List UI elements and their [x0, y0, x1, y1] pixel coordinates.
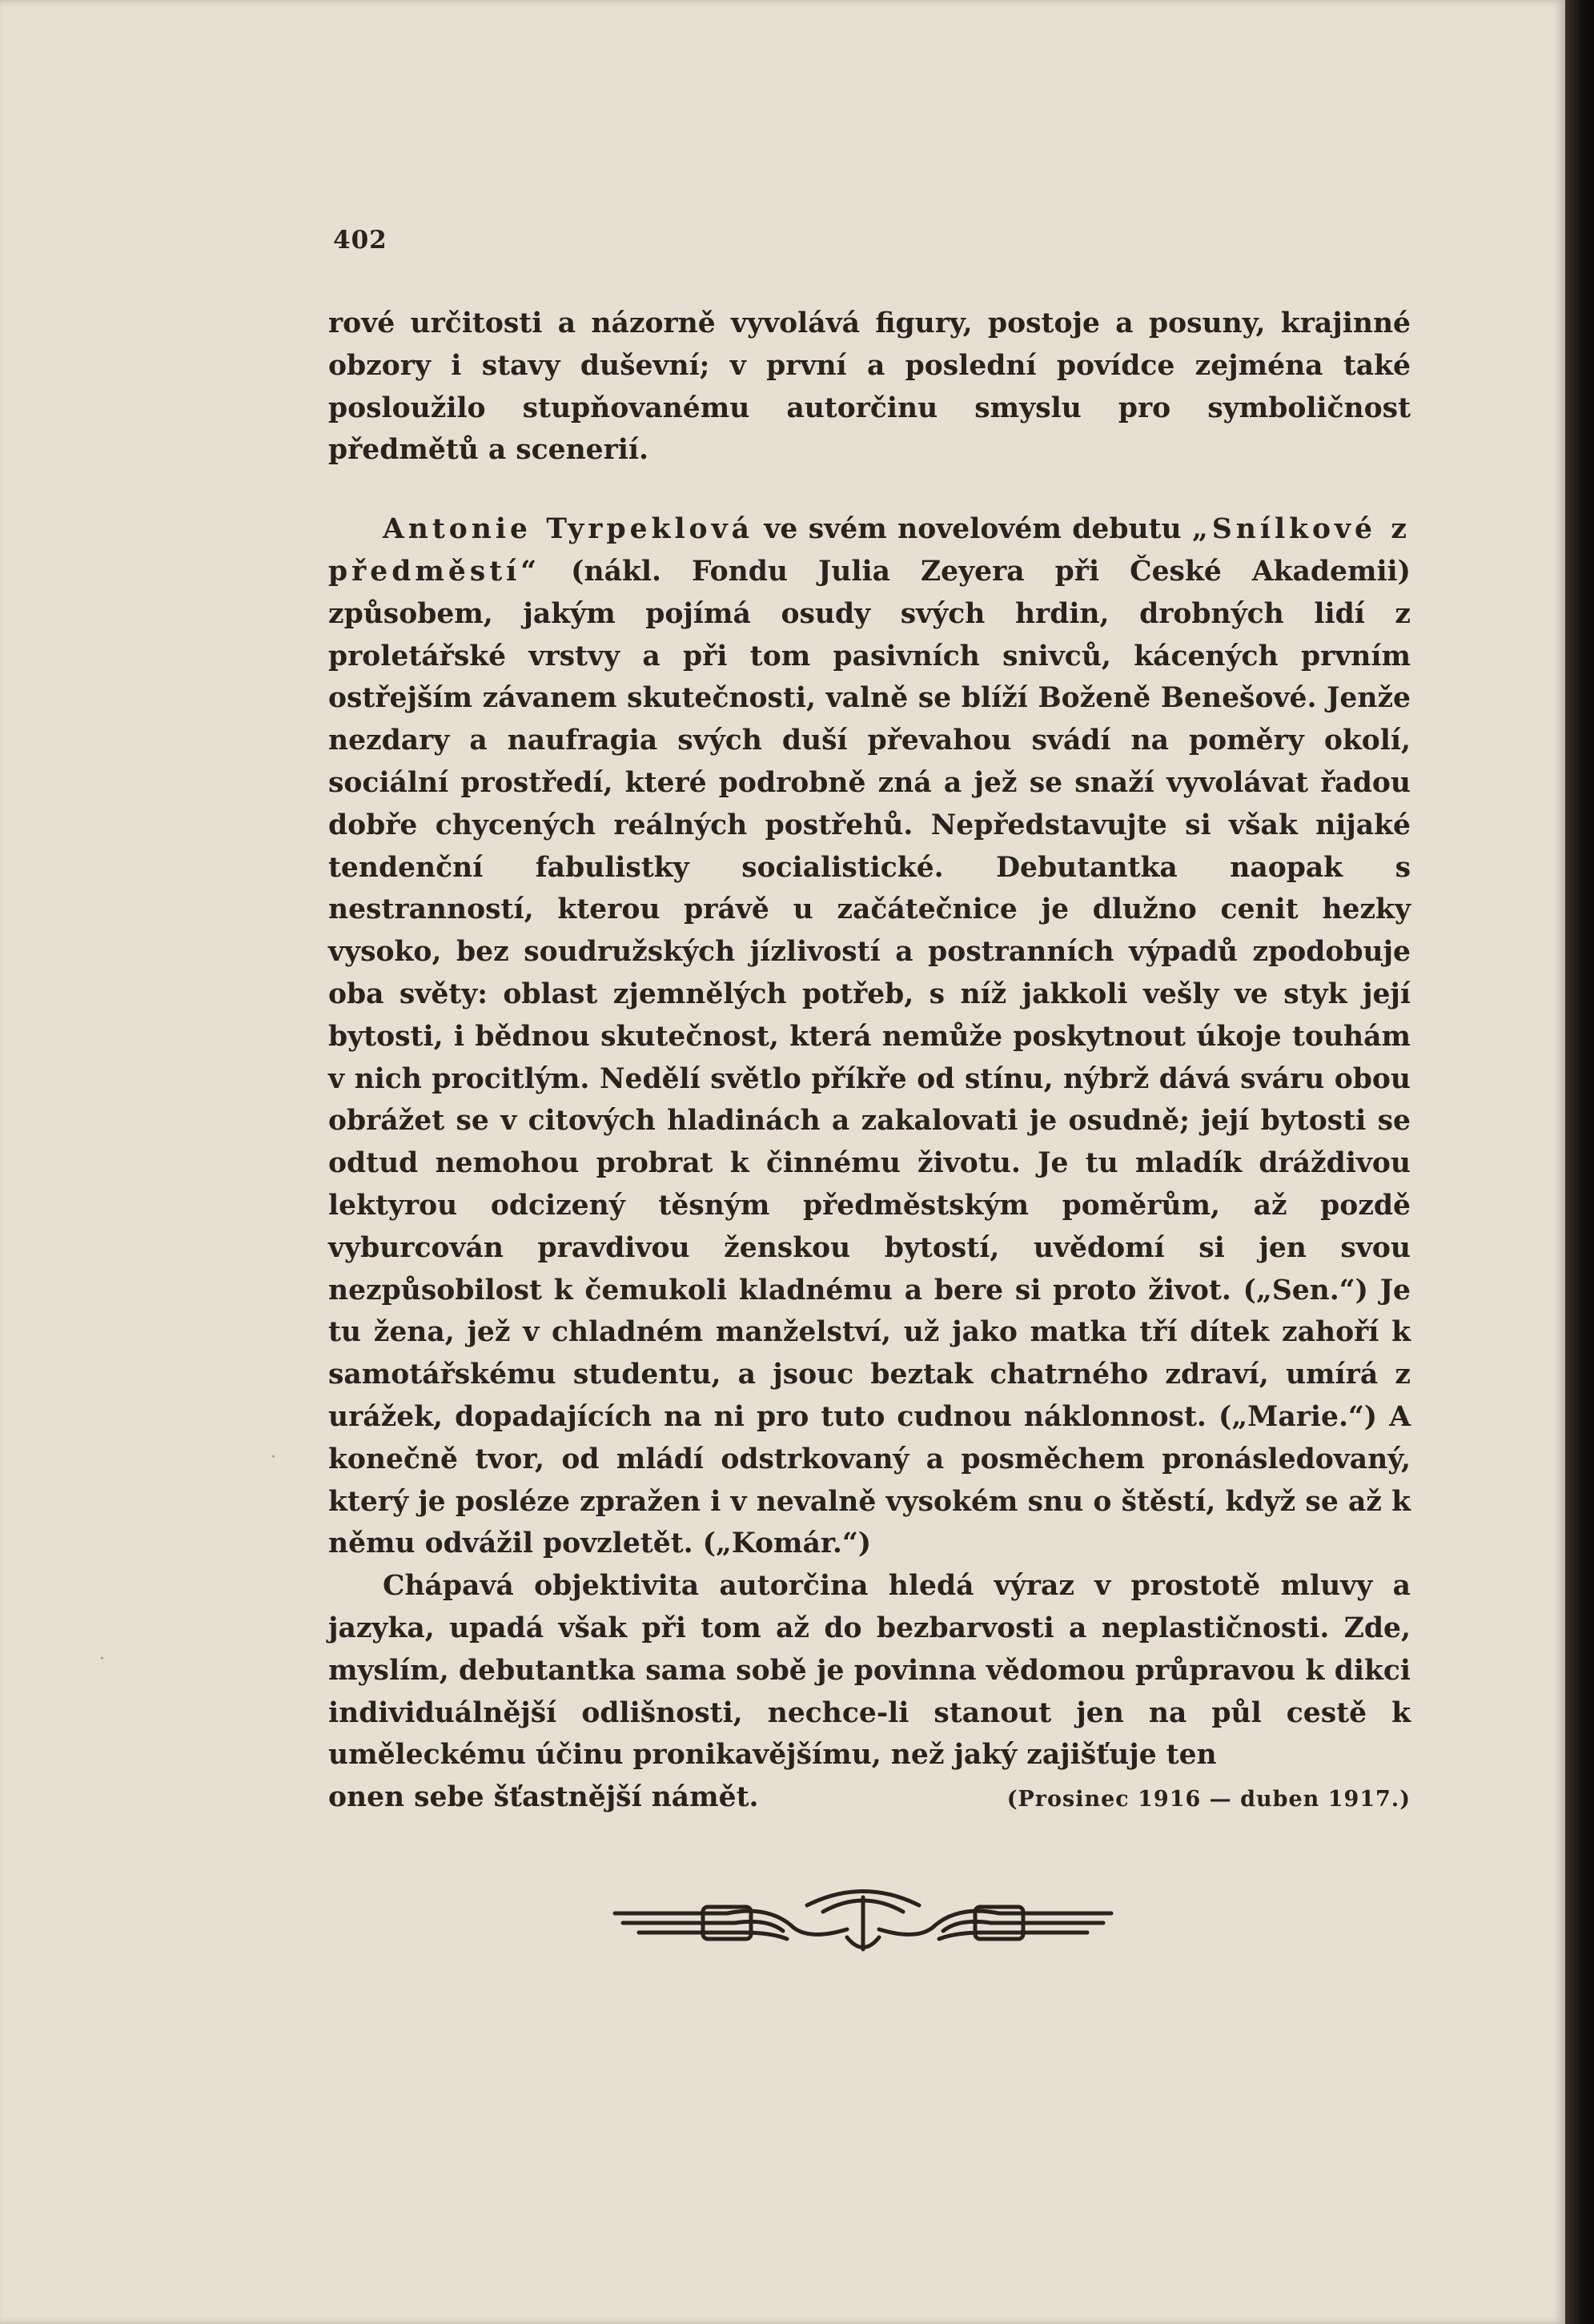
book-spine: [1565, 0, 1594, 2324]
margin-speck-2: ·: [99, 1649, 105, 1669]
paragraph-2-intro: ve svém novelovém debutu: [753, 513, 1193, 546]
date-note: (Prosinec 1916 — duben 1917.): [1006, 1787, 1411, 1812]
paragraph-1: rové určitosti a názorně vyvolává figury, postoje a posuny, krajinné obzory i stavy duševní; v první a poslední povídce zejména také posloužilo stupňovanému autorčinu smyslu pro symboličnost předmětů a scenerií.: [328, 307, 1411, 467]
page-number: 402: [333, 226, 387, 255]
author-name: Antonie Tyrpeklová: [383, 513, 753, 546]
book-title: „Snílkové z předměstí“: [328, 513, 1411, 588]
closing-line: [328, 1776, 1411, 1821]
paragraph-2-body: (nákl. Fondu Julia Zeyera při České Akademii) způsobem, jakým pojímá osudy svých hrdin, drobných lidí z proletářské vrstvy a při tom pasivních snivců, kácených prvním ostřejším závanem skutečnosti, valně se blíží Boženě Benešové. Jenže nezdary a naufragia svých duší převahou svádí na poměry okolí, sociální prostředí, které podrobně zná a jež se snaží vyvolávat řadou dobře chycených reálných postřehů. Nepředstavujte si však nijaké tendenční fabulistky socialistické. Debutantka naopak s nestranností, kterou právě u začátečnice je dlužno cenit hezky vysoko, bez soudružských jízlivostí a postranních výpadů zpodobuje oba světy: oblast zjemnělých potřeb, s níž jakkoli vešly ve styk její bytosti, i bědnou skutečnost, která nemůže poskytnout úkoje touhám v nich procitlým. Nedělí světlo příkře od stínu, nýbrž dává sváru obou obrážet se v citových hladinách a zakalovati je osudně; její bytosti se odtud nemohou probrat k činnému životu. Je tu mladík dráždivou lektyrou odcizený těsným předměstským poměrům, až pozdě vyburcován pravdivou ženskou bytostí, uvědomí si jen svou nezpůsobilost k čemukoli kladnému a bere si proto život. („Sen.“) Je tu žena, jež v chladném manželství, už jako matka tří dítek zahoří k samotářskému studentu, a jsouc beztak chatrného zdraví, umírá z urážek, dopadajících na ni pro tuto cudnou náklonnost. („Marie.“) A konečně tvor, od mládí odstrkovaný a posměchem pronásledovaný, který je posléze zpražen i v nevalně vysokém snu o štěstí, když se až k němu odvážil povzletět. („Komár.“): [328, 555, 1411, 1560]
paragraph-2: [328, 508, 1411, 1565]
closing-text: onen sebe šťastnější námět.: [328, 1781, 759, 1814]
body-text: [328, 303, 1411, 1821]
ornament-icon: [607, 1881, 1119, 1961]
margin-speck: ·: [271, 1447, 276, 1467]
paragraph-3: Chápavá objektivita autorčina hledá výraz v prostotě mluvy a jazyka, upadá však při tom až do bezbarvosti a neplastičnosti. Zde, myslím, debutantka sama sobě je povinna vědomou průpravou k dikci individuálnější odlišnosti, nechce-li stanout jen na půl cestě k uměleckému účinu pronikavějšímu, než jaký zajišťuje ten: [328, 1570, 1411, 1772]
